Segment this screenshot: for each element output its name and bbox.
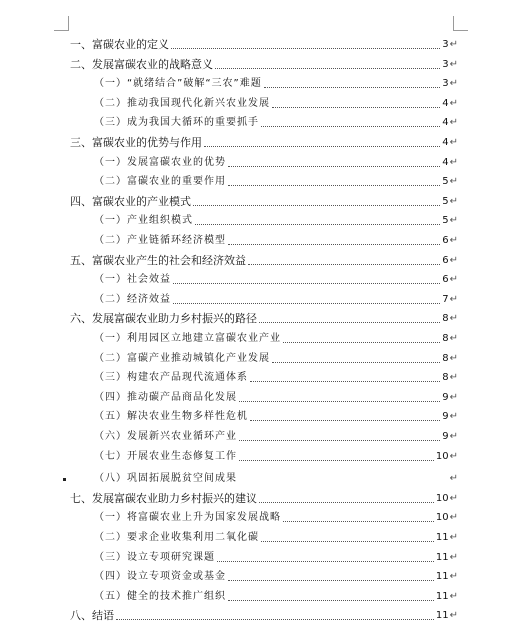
toc-entry-page-number: 7: [442, 293, 449, 305]
toc-entry-page-number: 5: [442, 176, 449, 188]
toc-entry-title: （一）社会效益: [94, 274, 171, 286]
toc-entry-title: （七）开展农业生态修复工作: [94, 450, 237, 462]
toc-entry-page-number: 10: [435, 512, 449, 524]
toc-dot-leader: [228, 580, 434, 581]
paragraph-mark-icon: ↵: [449, 195, 458, 207]
toc-entry[interactable]: [94, 210, 458, 230]
toc-entry-page-number: 5: [442, 215, 449, 227]
paragraph-mark-icon: ↵: [449, 156, 458, 168]
paragraph-mark-icon: ↵: [449, 512, 458, 524]
toc-entry-title: 六、发展富碳农业助力乡村振兴的路径: [70, 312, 257, 326]
toc-entry-page-number: 9: [442, 431, 449, 442]
paragraph-mark-icon: ↵: [449, 431, 458, 442]
paragraph-mark-icon: ↵: [449, 450, 458, 462]
toc-dot-leader: [272, 362, 440, 363]
toc-entry-page-number: 11: [435, 551, 449, 563]
toc-entry-title: （一）产业组织模式: [94, 215, 193, 227]
toc-entry-title: （一）“就绪结合”破解“三农”难题: [94, 78, 262, 90]
toc-dot-leader: [283, 342, 440, 343]
toc-entry-title: 一、富碳农业的定义: [70, 38, 169, 51]
toc-entry[interactable]: [94, 367, 458, 387]
paragraph-mark-icon: ↵: [449, 235, 458, 246]
toc-entry[interactable]: [94, 527, 458, 547]
toc-entry[interactable]: [94, 152, 458, 172]
toc-dot-leader: [228, 244, 440, 245]
toc-entry-page-number: 3: [442, 58, 449, 70]
toc-entry[interactable]: [70, 191, 458, 211]
paragraph-mark-icon: ↵: [449, 176, 458, 188]
toc-dot-leader: [239, 440, 440, 441]
toc-entry-title: （八）巩固拓展脱贫空间成果: [94, 473, 237, 485]
toc-entry-title: （五）解决农业生物多样性危机: [94, 411, 248, 423]
toc-entry-title: 七、发展富碳农业助力乡村振兴的建议: [70, 491, 257, 505]
toc-entry[interactable]: [94, 547, 458, 567]
toc-entry-title: （五）健全的技术推广组织: [94, 590, 226, 602]
toc-entry-title: （四）推动碳产品商品化发展: [94, 391, 237, 403]
toc-entry-page-number: 9: [442, 391, 449, 403]
toc-entry[interactable]: [70, 605, 458, 625]
toc-entry[interactable]: [94, 406, 458, 426]
toc-dot-leader: [228, 600, 434, 601]
toc-entry-page-number: 11: [435, 590, 449, 602]
toc-entry-page-number: 6: [442, 254, 449, 266]
toc-dot-leader: [259, 502, 434, 503]
paragraph-mark-icon: ↵: [449, 293, 458, 305]
toc-entry[interactable]: [94, 112, 458, 132]
toc-entry-title: 八、结语: [70, 609, 114, 623]
paragraph-mark-icon: ↵: [449, 137, 458, 148]
paragraph-mark-icon: ↵: [449, 473, 458, 485]
toc-dot-leader: [173, 283, 440, 284]
toc-dot-leader: [250, 420, 440, 421]
toc-dot-leader: [204, 146, 440, 147]
paragraph-mark-icon: ↵: [449, 78, 458, 90]
toc-entry[interactable]: [94, 426, 458, 446]
paragraph-mark-icon: ↵: [449, 372, 458, 384]
toc-entry[interactable]: [94, 93, 458, 113]
toc-entry-page-number: 11: [435, 610, 449, 622]
toc-dot-leader: [228, 185, 440, 186]
toc-dot-leader: [239, 401, 440, 402]
paragraph-mark-icon: ↵: [449, 97, 458, 109]
toc-entry-title: （四）设立专项资金或基金: [94, 571, 226, 583]
paragraph-mark-icon: ↵: [449, 333, 458, 344]
toc-dot-leader: [228, 166, 440, 167]
toc-entry-page-number: 8: [442, 372, 449, 384]
toc-entry-title: （三）成为我国大循环的重要抓手: [94, 117, 259, 129]
toc-dot-leader: [171, 48, 440, 49]
paragraph-mark-icon: ↵: [449, 274, 458, 286]
toc-entry-title: （一）利用园区立地建立富碳农业产业: [94, 333, 281, 344]
toc-entry[interactable]: [70, 488, 458, 508]
toc-entry-title: （二）产业链循环经济模型: [94, 235, 226, 246]
toc-entry-page-number: 8: [442, 352, 449, 364]
toc-entry[interactable]: [94, 289, 458, 309]
toc-entry-page-number: 4: [442, 97, 449, 109]
toc-entry[interactable]: [94, 171, 458, 191]
toc-entry-page-number: 4: [442, 156, 449, 168]
toc-entry[interactable]: [94, 269, 458, 289]
toc-entry-title: （二）经济效益: [94, 293, 171, 305]
toc-entry-title: 五、富碳农业产生的社会和经济效益: [70, 253, 246, 267]
toc-entry-page-number: 3: [442, 78, 449, 90]
toc-entry[interactable]: [94, 387, 458, 407]
toc-entry[interactable]: [70, 308, 458, 328]
paragraph-mark-icon: ↵: [449, 551, 458, 563]
toc-entry-page-number: 10: [435, 492, 449, 504]
toc-entry-page-number: 11: [435, 532, 449, 543]
paragraph-mark-icon: ↵: [449, 58, 458, 70]
toc-entry-title: 四、富碳农业的产业模式: [70, 194, 191, 208]
toc-entry[interactable]: [94, 586, 458, 606]
toc-entry-page-number: 11: [435, 571, 449, 583]
toc-entry[interactable]: [94, 566, 458, 586]
toc-dot-leader: [215, 68, 440, 69]
toc-dot-leader: [283, 521, 434, 522]
toc-entry[interactable]: [94, 73, 458, 93]
toc-dot-leader: [195, 224, 440, 225]
toc-entry-title: （二）富碳农业的重要作用: [94, 176, 226, 188]
toc-dot-leader: [261, 126, 440, 127]
toc-entry-page-number: 5: [442, 195, 449, 207]
toc-entry[interactable]: [70, 250, 458, 270]
toc-dot-leader: [264, 87, 441, 88]
toc-entry-page-number: 8: [442, 313, 449, 325]
toc-dot-leader: [173, 303, 440, 304]
paragraph-mark-icon: ↵: [449, 391, 458, 403]
toc-entry[interactable]: [94, 468, 458, 488]
toc-entry-page-number: 4: [442, 117, 449, 129]
paragraph-mark-icon: ↵: [449, 352, 458, 364]
toc-dot-leader: [272, 107, 440, 108]
toc-entry-title: 三、富碳农业的优势与作用: [70, 136, 202, 149]
toc-entry-title: （二）推动我国现代化新兴农业发展: [94, 97, 270, 109]
toc-dot-leader: [193, 205, 440, 206]
toc-dot-leader: [250, 381, 440, 382]
toc-entry-title: （二）要求企业收集利用二氧化碳: [94, 532, 259, 543]
toc-entry[interactable]: [94, 328, 458, 348]
paragraph-mark-icon: ↵: [449, 532, 458, 543]
toc-entry-title: （一）将富碳农业上升为国家发展战略: [94, 512, 281, 524]
toc-entry-title: （一）发展富碳农业的优势: [94, 156, 226, 168]
paragraph-mark-icon: ↵: [449, 254, 458, 266]
toc-dot-leader: [217, 561, 434, 562]
toc-entry[interactable]: [70, 132, 458, 152]
toc-entry-page-number: 6: [442, 274, 449, 286]
toc-entry-page-number: 8: [442, 333, 449, 344]
toc-entry[interactable]: [94, 446, 458, 466]
toc-entry-title: （三）构建农产品现代流通体系: [94, 372, 248, 384]
toc-entry[interactable]: [70, 34, 458, 54]
toc-entry[interactable]: [70, 54, 458, 74]
paragraph-mark-icon: ↵: [449, 117, 458, 129]
paragraph-mark-icon: ↵: [449, 313, 458, 325]
toc-entry[interactable]: [94, 507, 458, 527]
paragraph-mark-icon: ↵: [449, 590, 458, 602]
toc-entry-page-number: 6: [442, 235, 449, 246]
toc-dot-leader: [116, 619, 434, 620]
toc-entry-title: （六）发展新兴农业循环产业: [94, 431, 237, 442]
toc-entry-page-number: 9: [442, 411, 449, 423]
toc-dot-leader: [261, 541, 434, 542]
paragraph-mark-icon: ↵: [449, 411, 458, 423]
toc-entry[interactable]: [94, 348, 458, 368]
paragraph-mark-icon: ↵: [449, 610, 458, 622]
paragraph-mark-icon: ↵: [449, 492, 458, 504]
paragraph-mark-icon: ↵: [449, 571, 458, 583]
toc-entry-page-number: 4: [442, 137, 449, 148]
toc-entry-page-number: 10: [435, 450, 449, 462]
toc-entry-title: 二、发展富碳农业的战略意义: [70, 57, 213, 71]
toc-entry-title: （二）富碳产业推动城镇化产业发展: [94, 352, 270, 364]
paragraph-mark-icon: ↵: [449, 39, 458, 50]
toc-dot-leader: [239, 460, 434, 461]
toc-dot-leader: [248, 264, 440, 265]
toc-entry[interactable]: [94, 230, 458, 250]
toc-dot-leader: [259, 322, 440, 323]
paragraph-mark-icon: ↵: [449, 215, 458, 227]
toc-entry-title: （三）设立专项研究课题: [94, 551, 215, 563]
toc-entry-page-number: 3: [442, 39, 449, 50]
